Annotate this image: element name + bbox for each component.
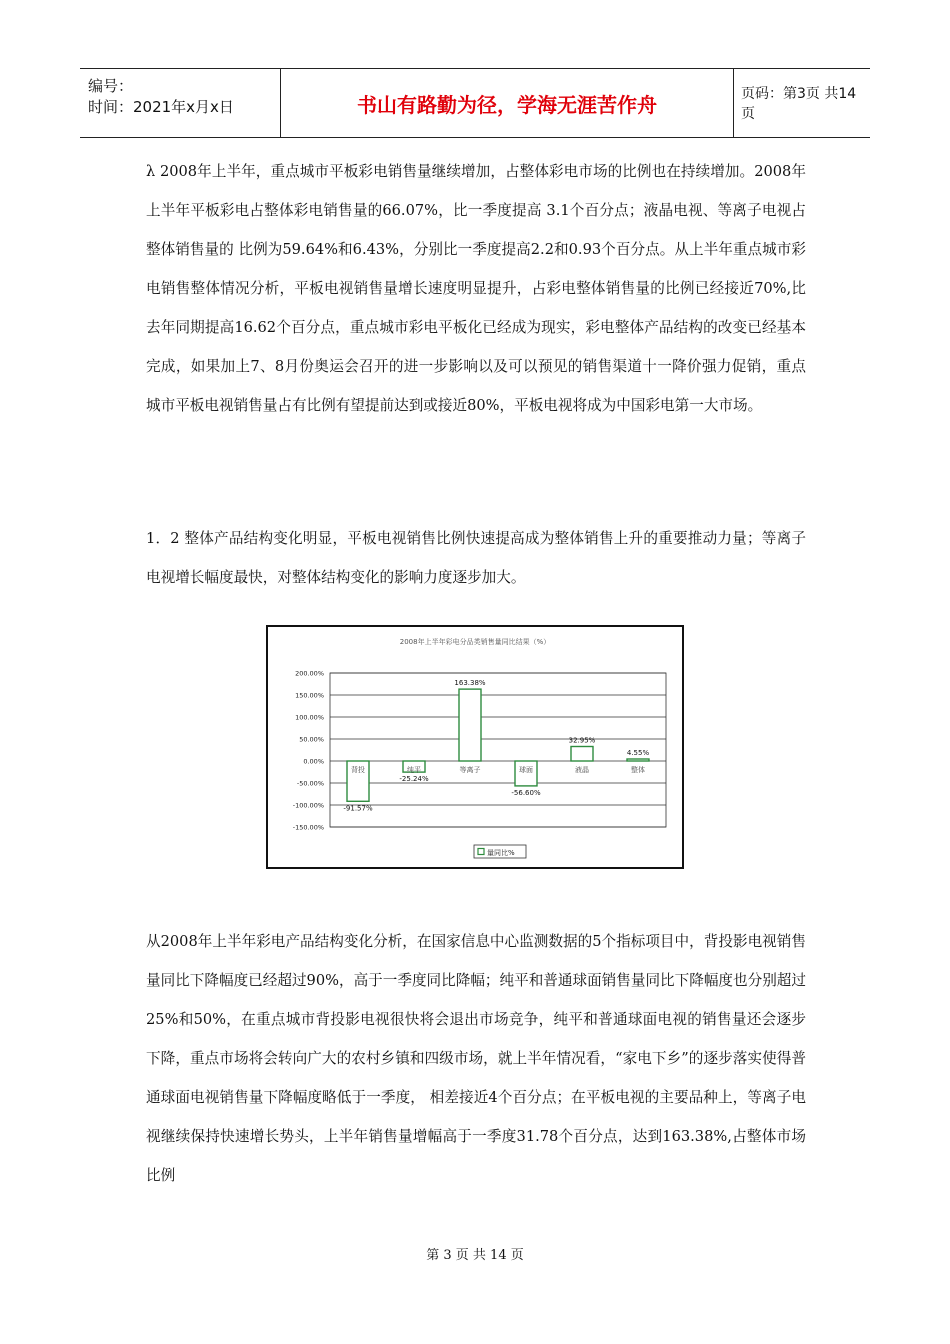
- category-label: 纯平: [407, 766, 421, 774]
- category-label: 背投: [351, 766, 365, 774]
- bar-chart: [268, 627, 682, 867]
- y-tick-label: 0.00%: [303, 757, 324, 766]
- document-header: [80, 68, 870, 138]
- body-paragraph-1: λ 2008年上半年，重点城市平板彩电销售量继续增加，占整体彩电市场的比例也在持续增加。2008年上半年平板彩电占整体彩电销售量的66.07%，比一季度提高 3.1个百分点；液晶电视、等离子电视占整体销售量的 比例为59.64%和6.43%，分别比一季度提高2.2和0.93个百分点。从上半年重点城市彩电销售整体情况分析，平板电视销售量增长速度明显提升，占彩电整体销售量的比例已经接近70%,比去年同期提高16.62个百分点，重点城市彩电平板化已经成为现实，彩电整体产品结构的改变已经基本完成，如果加上7、8月份奥运会召开的进一步影响以及可以预见的销售渠道十一降价强力促销，重点城市平板电视销售量占有比例有望提前达到或接近80%，平板电视将成为中国彩电第一大市场。: [146, 163, 806, 414]
- value-label: -25.24%: [399, 775, 429, 784]
- category-label: 球面: [519, 766, 533, 774]
- legend-label: 量同比%: [487, 849, 515, 857]
- document-time-label: 时间：2021年x月x日: [88, 98, 234, 116]
- category-label: 液晶: [575, 766, 589, 774]
- header-page-info: 页码：第3页 共14页: [741, 86, 857, 122]
- y-tick-label: -50.00%: [296, 779, 324, 788]
- body-paragraph-2: 1．2 整体产品结构变化明显，平板电视销售比例快速提高成为整体销售上升的重要推动力量；等离子电视增长幅度最快，对整体结构变化的影响力度逐步加大。: [146, 530, 806, 586]
- plot-area: [330, 673, 666, 827]
- header-motto: 书山有路勤为径，学海无涯苦作舟: [280, 69, 734, 137]
- value-label: -56.60%: [511, 788, 541, 797]
- document-number-label: 编号：: [88, 77, 134, 95]
- value-label: 163.38%: [454, 679, 486, 688]
- bar: [459, 689, 481, 761]
- bar: [627, 759, 649, 761]
- category-label: 整体: [631, 766, 645, 774]
- y-tick-label: 150.00%: [295, 691, 324, 700]
- category-label: 等离子: [459, 766, 481, 774]
- y-tick-label: 50.00%: [299, 735, 324, 744]
- body-paragraph-3: 从2008年上半年彩电产品结构变化分析，在国家信息中心监测数据的5个指标项目中，背投影电视销售量同比下降幅度已经超过90%，高于一季度同比降幅；纯平和普通球面销售量同比下降幅度也分别超过25%和50%，在重点城市背投影电视很快将会退出市场竞争，纯平和普通球面电视的销售量还会逐步下降，重点市场将会转向广大的农村乡镇和四级市场，就上半年情况看，“家电下乡”的逐步落实使得普通球面电视销售量下降幅度略低于一季度， 相差接近4个百分点；在平板电视的主要品种上，等离子电视继续保持快速增长势头，上半年销售量增幅高于一季度31.78个百分点，达到163.38%,占整体市场比例: [146, 933, 806, 1184]
- value-label: 4.55%: [626, 748, 650, 757]
- y-tick-label: 200.00%: [295, 669, 324, 678]
- header-meta-cell: [80, 69, 280, 137]
- y-tick-label: -150.00%: [292, 823, 324, 832]
- y-tick-label: 100.00%: [295, 713, 324, 722]
- chart-title: 2008年上半年彩电分品类销售量同比结果（%）: [399, 638, 551, 646]
- bar: [571, 747, 593, 761]
- legend-swatch: [478, 849, 484, 855]
- page-footer: 第 3 页 共 14 页: [426, 1248, 524, 1263]
- chart-frame: [266, 625, 684, 869]
- value-label: 32.95%: [568, 736, 596, 745]
- y-tick-label: -100.00%: [292, 801, 324, 810]
- value-label: -91.57%: [343, 804, 373, 813]
